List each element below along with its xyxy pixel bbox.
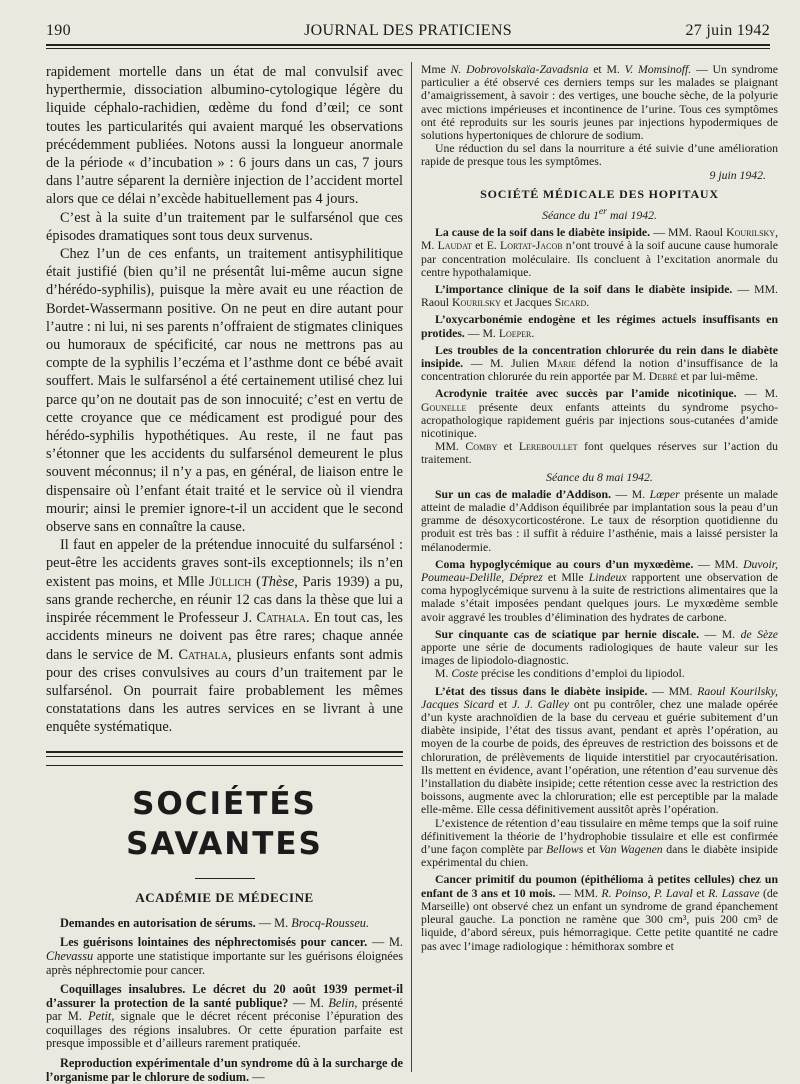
page-number: 190	[46, 22, 71, 39]
entry: Reproduction expérimentale d’un syndrome dû à la surcharge de l’organisme par le chlorure de sodium. —	[46, 1056, 403, 1084]
section-title: SOCIÉTÉS SAVANTES	[126, 785, 323, 862]
journal-title: JOURNAL DES PRATICIENS	[304, 22, 512, 39]
entry: L’oxycarbonémie endogène et les régimes actuels insuffisants en protides. — M. Loeper.	[421, 313, 778, 340]
seance-date: Séance du 1er mai 1942.	[542, 206, 657, 222]
entry: Sur un cas de maladie d’Addison. — M. Lœper présente un malade atteint de maladie d’Addison équilibrée par implantation sous la peau d’un gramme de désoxycorticostérone. Le taux de résorption quotidienne du produit est très bas : il suffit à réduire l’asthénie, mais a laissé persister la mélanodermie.	[421, 487, 779, 554]
right-column	[421, 63, 778, 1073]
entry: M. Coste précise les conditions d’emploi du lipiodol.	[435, 667, 685, 681]
entry: L’existence de rétention d’eau tissulaire en même temps que la soif ruine définitivement la théorie de l’hydrophobie tissulaire et elle est confirmée d’une façon complète par Bellows et Van Wagenen dans le diabète insipide expérimental du chien.	[421, 816, 779, 870]
entry: Acrodynie traitée avec succès par l’amide nicotinique. — M. Gounelle présente deux enfants atteints du syndrome psycho-acropathologique rapidement guéris par injections sous-cutanées d’amide nicotinique.	[421, 387, 778, 440]
paragraph: Mme N. Dobrovolskaïa-Zavadsnia et M. V. Momsinoff. — Un syndrome particulier a été observé ces derniers temps sur les malades se plaignant d’amaigrissement, à savoir : des vertiges, une bouche sèche, de la polyurie avec mictions impérieuses et incontinence de l’urine. Tous ces symptômes ont été reproduits sur les souris jeunes par injections hypodermiques de solutions hypertoniques de chlorure de sodium.	[421, 63, 779, 143]
entry: Les troubles de la concentration chlorurée du rein dans le diabète insipide. — M. Julien Marie défend la notion d’insuffisance de la concentration chlorurée du rein apportée par M. Debré et par lui-même.	[421, 343, 778, 384]
entry: La cause de la soif dans le diabète insipide. — MM. Raoul Kourilsky, M. Laudat et E. Lortat-Jacob n’ont trouvé à la soif aucune cause humorale par concentration moléculaire. Ils concluent à l’excitation anormale du centre hypothalamique.	[421, 226, 779, 279]
paragraph: C’est à la suite d’un traitement par le sulfarsénol que ces épisodes dramatiques sont tous deux survenus.	[46, 209, 403, 244]
section-rule	[46, 765, 403, 766]
paragraph: Chez l’un de ces enfants, un traitement antisyphilitique était justifié (bien qu’il ne présentât lui-même aucun signe d’hérédo-syphilis), puisque la mère avait eu une réaction de Bordet-Wassermann positive. On ne peut en dire autant pour l’autre : ni lui, ni ses parents n’offraient de stigmates cliniques ou humoraux de spécificité, car nous ne mettrons pas au compte de la syphilis l’eczéma et l’asthme dont ce bébé avait souffert. Mais le sulfarsénol a été certainement utilisé chez lui parce qu’on ne doutait pas de son innocuité; c’est en vertu de cette croyance que ce médicament est prodigué pour des hérédo-syphilis hypothétiques. Au reste, il ne faut pas s’étonner que les accidents du sulfarsénol demeurent le plus souvent méconnus; il n’y a pas, en général, de liaison entre le dispensaire où l’enfant était traité et le service où il viendra mourir; ainsi le premier ignore-t-il un accident que le second observe sans en connaître la cause.	[46, 246, 403, 536]
subsection-title: SOCIÉTÉ MÉDICALE DES HOPITAUX	[480, 186, 719, 201]
entry: Cancer primitif du poumon (épithélioma à petites cellules) chez un enfant de 3 ans et 10 mois. — MM. R. Poinso, P. Laval et R. Lassave (de Marseille) ont observé chez un enfant un syndrome de grand épanchement pleural gauche. La ponction ne ramène que 300 cm³, puis 200 cm³ de liquide, d’abord séreux, puis hémorragique. Cette petite quantité ne cadre pas avec l’image radiologique : hémithorax sombre et	[421, 873, 778, 953]
subsection-title: ACADÉMIE DE MÉDECINE	[135, 889, 314, 905]
section-rule	[46, 751, 403, 757]
left-column	[46, 63, 404, 1084]
header-rule	[46, 44, 770, 49]
entry: Les guérisons lointaines des néphrectomisés pour cancer. — M. Chevassu apporte une statistique importante sur les guérisons éloignées après néphrectomie pour cancer.	[46, 935, 403, 977]
column-divider	[411, 62, 412, 1072]
page-header	[46, 18, 770, 44]
entry: Demandes en autorisation de sérums. — M. Brocq-Rousseu.	[60, 915, 370, 930]
entry: Coquillages insalubres. Le décret du 20 août 1939 permet-il d’assurer la protection de la santé publique? — M. Belin, présenté par M. Petit, signale que le décret récent préconise l’épuration des coquillages des régions insalubres. Or cette épuration parfaite est presque impossible et d’ailleurs rarement pratiquée.	[46, 982, 403, 1051]
entry: L’état des tissus dans le diabète insipide. — MM. Raoul Kourilsky, Jacques Sicard et J. J. Galley ont pu contrôler, chez une malade opérée d’un kyste arachnoïdien de la base du cerveau et guérie subitement d’un diabète insipide, l’état des tissus avant, pendant et après l’opération, au moyen de la courbe de poids, des épreuves de restriction des boissons et de chloruration, de prélèvements de liquide interstitiel par cryocautérisation. Ils mettent en évidence, avant l’opération, une rétention d’eau survenue dès l’installation du diabète insipide; cette rétention cesse avec la restriction des boissons, augmente avec la chloruration; elle est perceptible par la malade elle-même. Elle cessa définitivement aussitôt après l’opération.	[421, 684, 778, 817]
entry: Sur cinquante cas de sciatique par hernie discale. — M. de Sèze apporte une série de documents radiologiques de haute valeur sur les images de lipiodolo-diagnostic.	[421, 627, 778, 668]
entry: MM. Comby et Lereboullet font quelques réserves sur l’action du traitement.	[421, 440, 779, 467]
academie-entries	[46, 917, 403, 1084]
issue-date: 27 juin 1942	[685, 22, 770, 39]
paragraph: Une réduction du sel dans la nourriture a été suivie d’une amélioration rapide de presque tous les symptômes.	[421, 142, 778, 169]
entry: Coma hypoglycémique au cours d’un myxœdème. — MM. Duvoir, Poumeau-Delille, Déprez et Mlle Lindeux rapportent une observation de coma hypoglycémique survenu à la suite de restrictions alimentaires que la malade s’était imposées pendant quelques jours. Le myxœdème semble avoir aggravé les troubles d’élimination des hydrates de carbone.	[421, 557, 779, 624]
divider	[195, 878, 255, 879]
seance-date: Séance du 8 mai 1942.	[546, 470, 653, 484]
entry: L’importance clinique de la soif dans le diabète insipide. — MM. Raoul Kourilsky et Jacques Sicard.	[421, 282, 778, 310]
paragraph: rapidement mortelle dans un état de mal convulsif avec hyperthermie, dissociation albumino-cytologique légère du liquide céphalo-rachidien, œdème du fond d’œil; ce sont toutes les particularités qui avaient marqué les observations précédemment publiées. Notons aussi la longueur anormale de la période « d’incubation » : 6 jours dans un cas, 7 jours dans l’autre séparent la dernière injection de l’accident mortel alors que ce délai n’excède habituellement pas 4 jours.	[46, 64, 403, 208]
entry-date: 9 juin 1942.	[709, 168, 766, 182]
paragraph: Il faut en appeler de la prétendue innocuité du sulfarsénol : peut-être les accidents graves sont-ils exceptionnels; ils n’en existent pas moins, et Mlle Jüllich (Thèse, Paris 1939) a pu, sans grande recherche, en réunir 12 cas dans la thèse que lui a inspirée récemment le Professeur J. Cathala. En tout cas, les accidents mineurs ne doivent pas être rares; chaque année dans le service de M. Cathala, plusieurs enfants sont admis pour des crises convulsives au cours d’un traitement par le sulfarsénol. On pourrait faire probablement les mêmes constatations dans les autres services en se livrant à une enquête systématique.	[46, 537, 404, 736]
